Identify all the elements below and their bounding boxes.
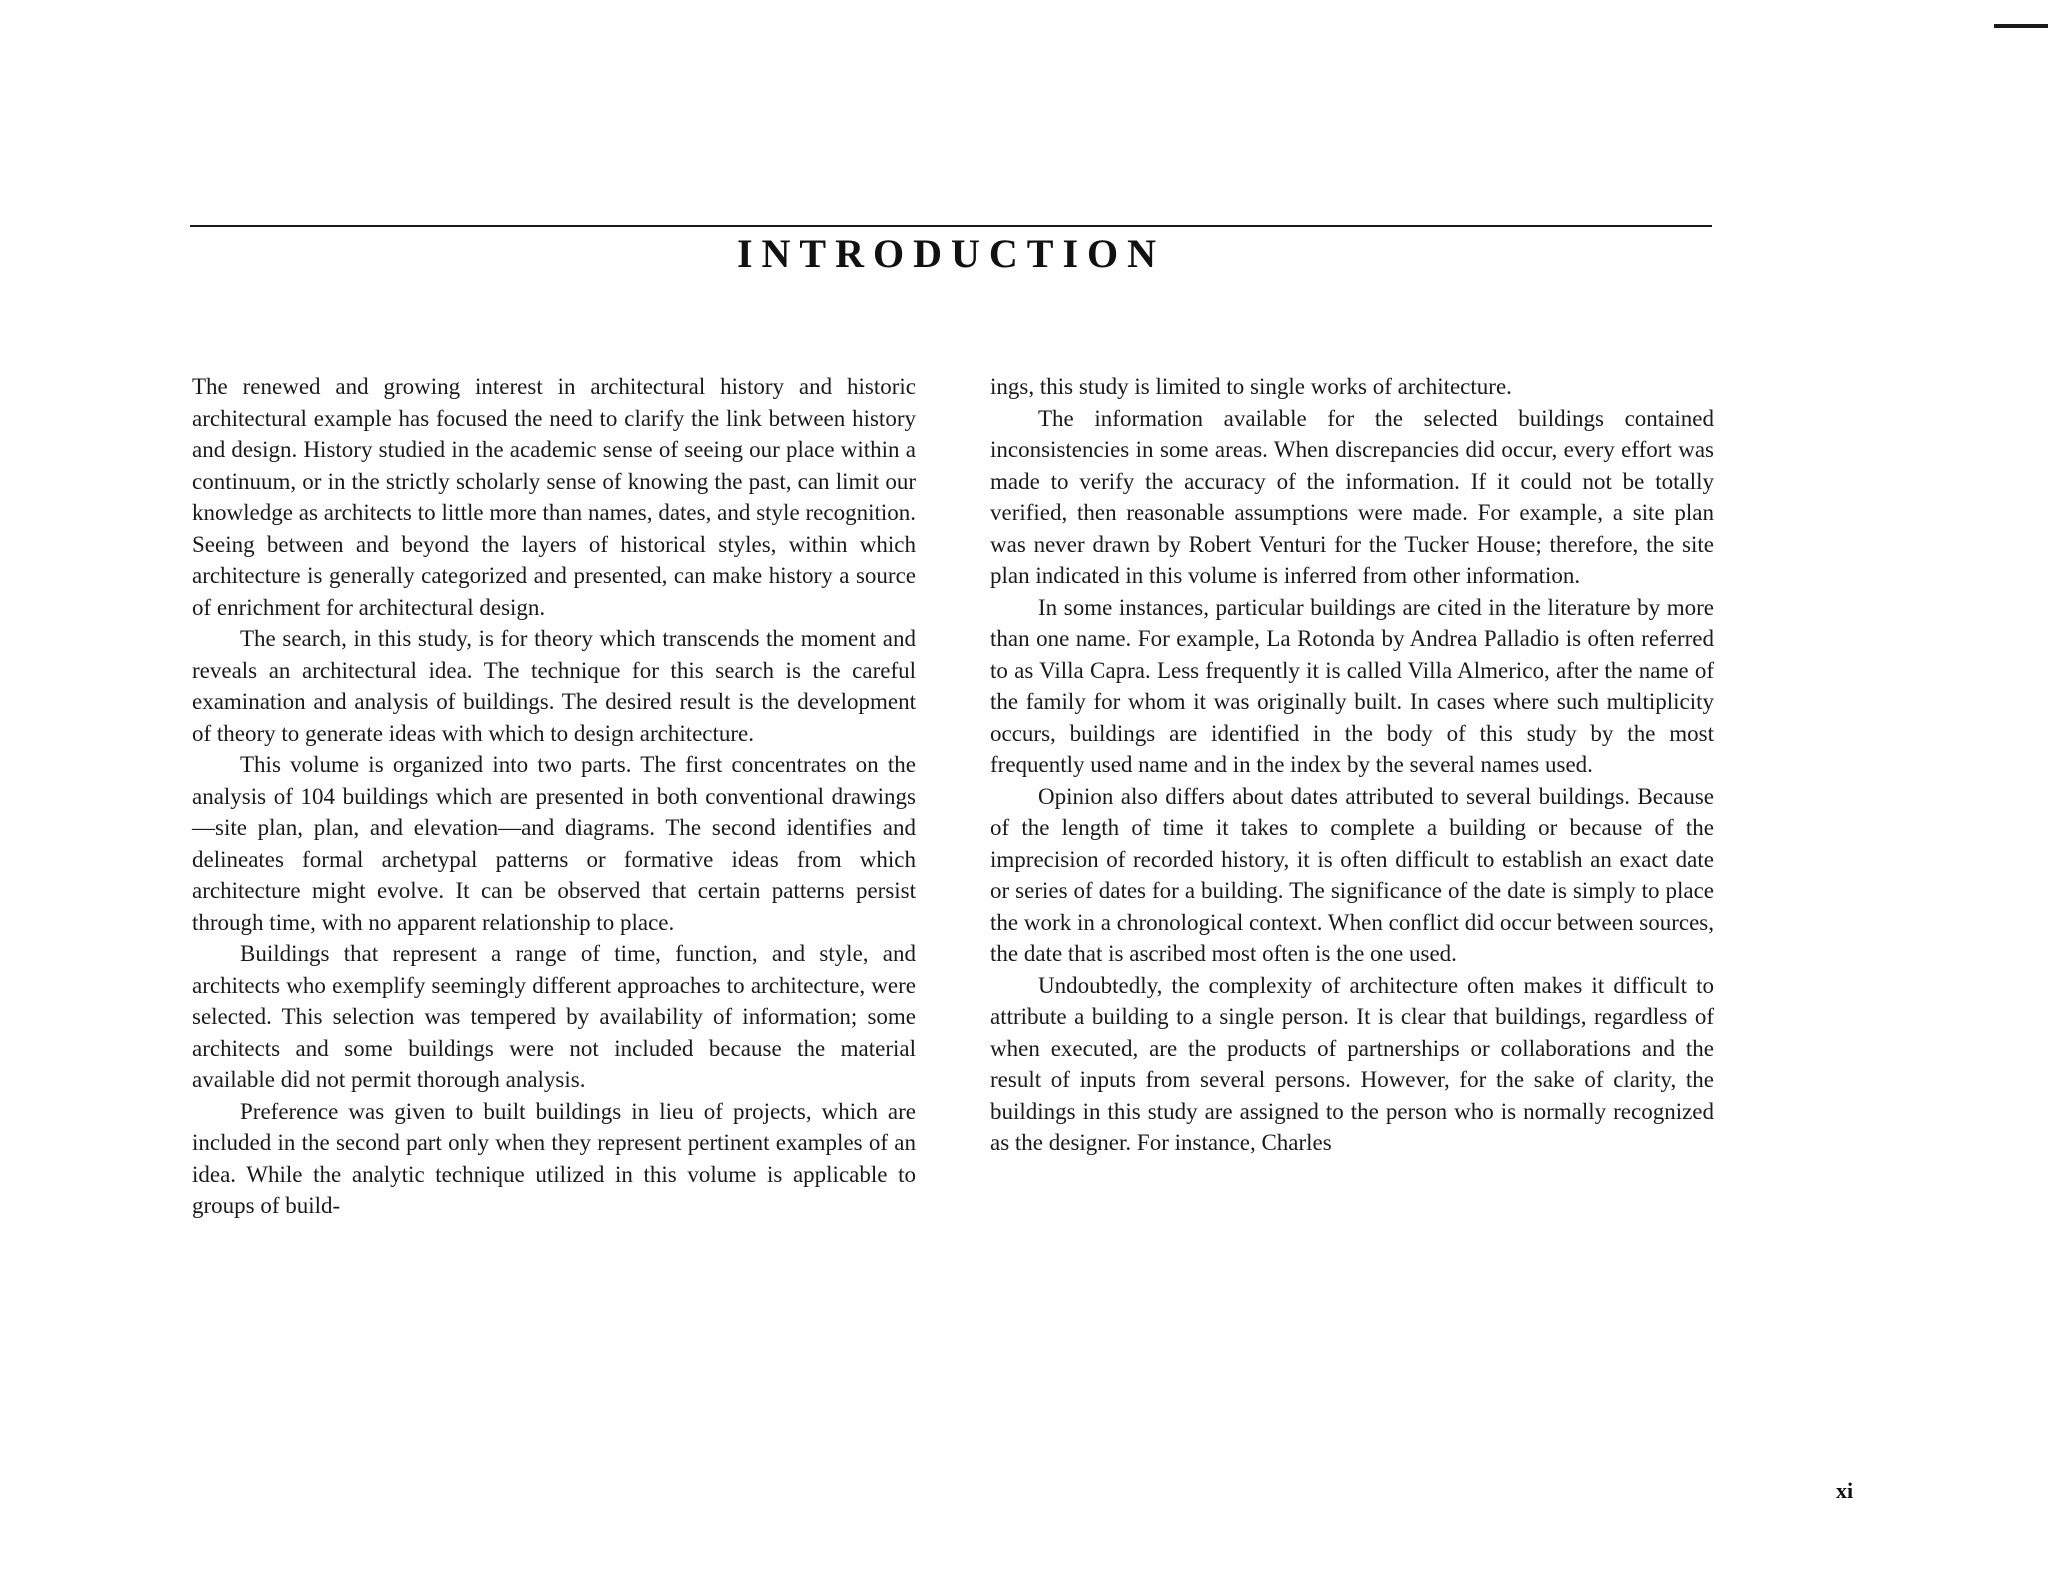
paragraph: ings, this study is limited to single works of architecture. (990, 374, 1512, 399)
paragraph: The information available for the selected buildings contained inconsistencies in some areas. When discrepancies did occur, every effort was made to verify the accuracy of the information. If it could not be totally verified, then reasonable assumptions were made. For example, a site plan was never drawn by Robert Venturi for the Tucker House; therefore, the site plan indicated in this volume is inferred from other information. (990, 405, 1714, 588)
paragraph: This volume is organized into two parts. The first concentrates on the analysis of 104 buildings which are presented in both conventional drawings—site plan, plan, and elevation—and diagrams. The second identifies and delineates formal archetypal patterns or formative ideas from which architecture might evolve. It can be observed that certain patterns persist through time, with no apparent relationship to place. (192, 752, 916, 935)
page-title: INTRODUCTION (736, 231, 1166, 276)
paragraph: Buildings that represent a range of time, function, and style, and architects who exemplify seemingly different approaches to architecture, were selected. This selection was tempered by availability of information; some architects and some buildings were not included because the material available did not permit thorough analysis. (192, 941, 916, 1092)
paragraph: The renewed and growing interest in architectural history and historic architectural example has focused the need to clarify the link between history and design. History studied in the academic sense of seeing our place within a continuum, or in the strictly scholarly sense of knowing the past, can limit our knowledge as architects to little more than names, dates, and style recognition. Seeing between and beyond the layers of historical styles, within which architecture is generally categorized and presented, can make history a source of enrichment for architectural design. (192, 374, 916, 620)
page-number: xi (1836, 1478, 1854, 1503)
right-column (990, 371, 1714, 1159)
paragraph: In some instances, particular buildings are cited in the literature by more than one name. For example, La Rotonda by Andrea Palladio is often referred to as Villa Capra. Less frequently it is called Villa Almerico, after the name of the family for whom it was originally built. In cases where such multiplicity occurs, buildings are identified in the body of this study by the most frequently used name and in the index by the several names used. (990, 594, 1714, 777)
paragraph: Opinion also differs about dates attributed to several buildings. Because of the length of time it takes to complete a building or because of the imprecision of recorded history, it is often difficult to establish an exact date or series of dates for a building. The significance of the date is simply to place the work in a chronological context. When conflict did occur between sources, the date that is ascribed most often is the one used. (990, 783, 1714, 966)
paragraph: Preference was given to built buildings in lieu of projects, which are included in the second part only when they represent pertinent examples of an idea. While the analytic technique utilized in this volume is applicable to groups of build- (192, 1098, 916, 1218)
paragraph: The search, in this study, is for theory which transcends the moment and reveals an architectural idea. The technique for this search is the careful examination and analysis of buildings. The desired result is the development of theory to generate ideas with which to design architecture. (192, 626, 916, 746)
corner-mark (1994, 24, 2048, 28)
paragraph: Undoubtedly, the complexity of architecture often makes it difficult to attribute a building to a single person. It is clear that buildings, regardless of when executed, are the products of partnerships or collaborations and the result of inputs from several persons. However, for the sake of clarity, the buildings in this study are assigned to the person who is normally recognized as the designer. For instance, Charles (990, 972, 1714, 1155)
left-column (192, 371, 916, 1222)
